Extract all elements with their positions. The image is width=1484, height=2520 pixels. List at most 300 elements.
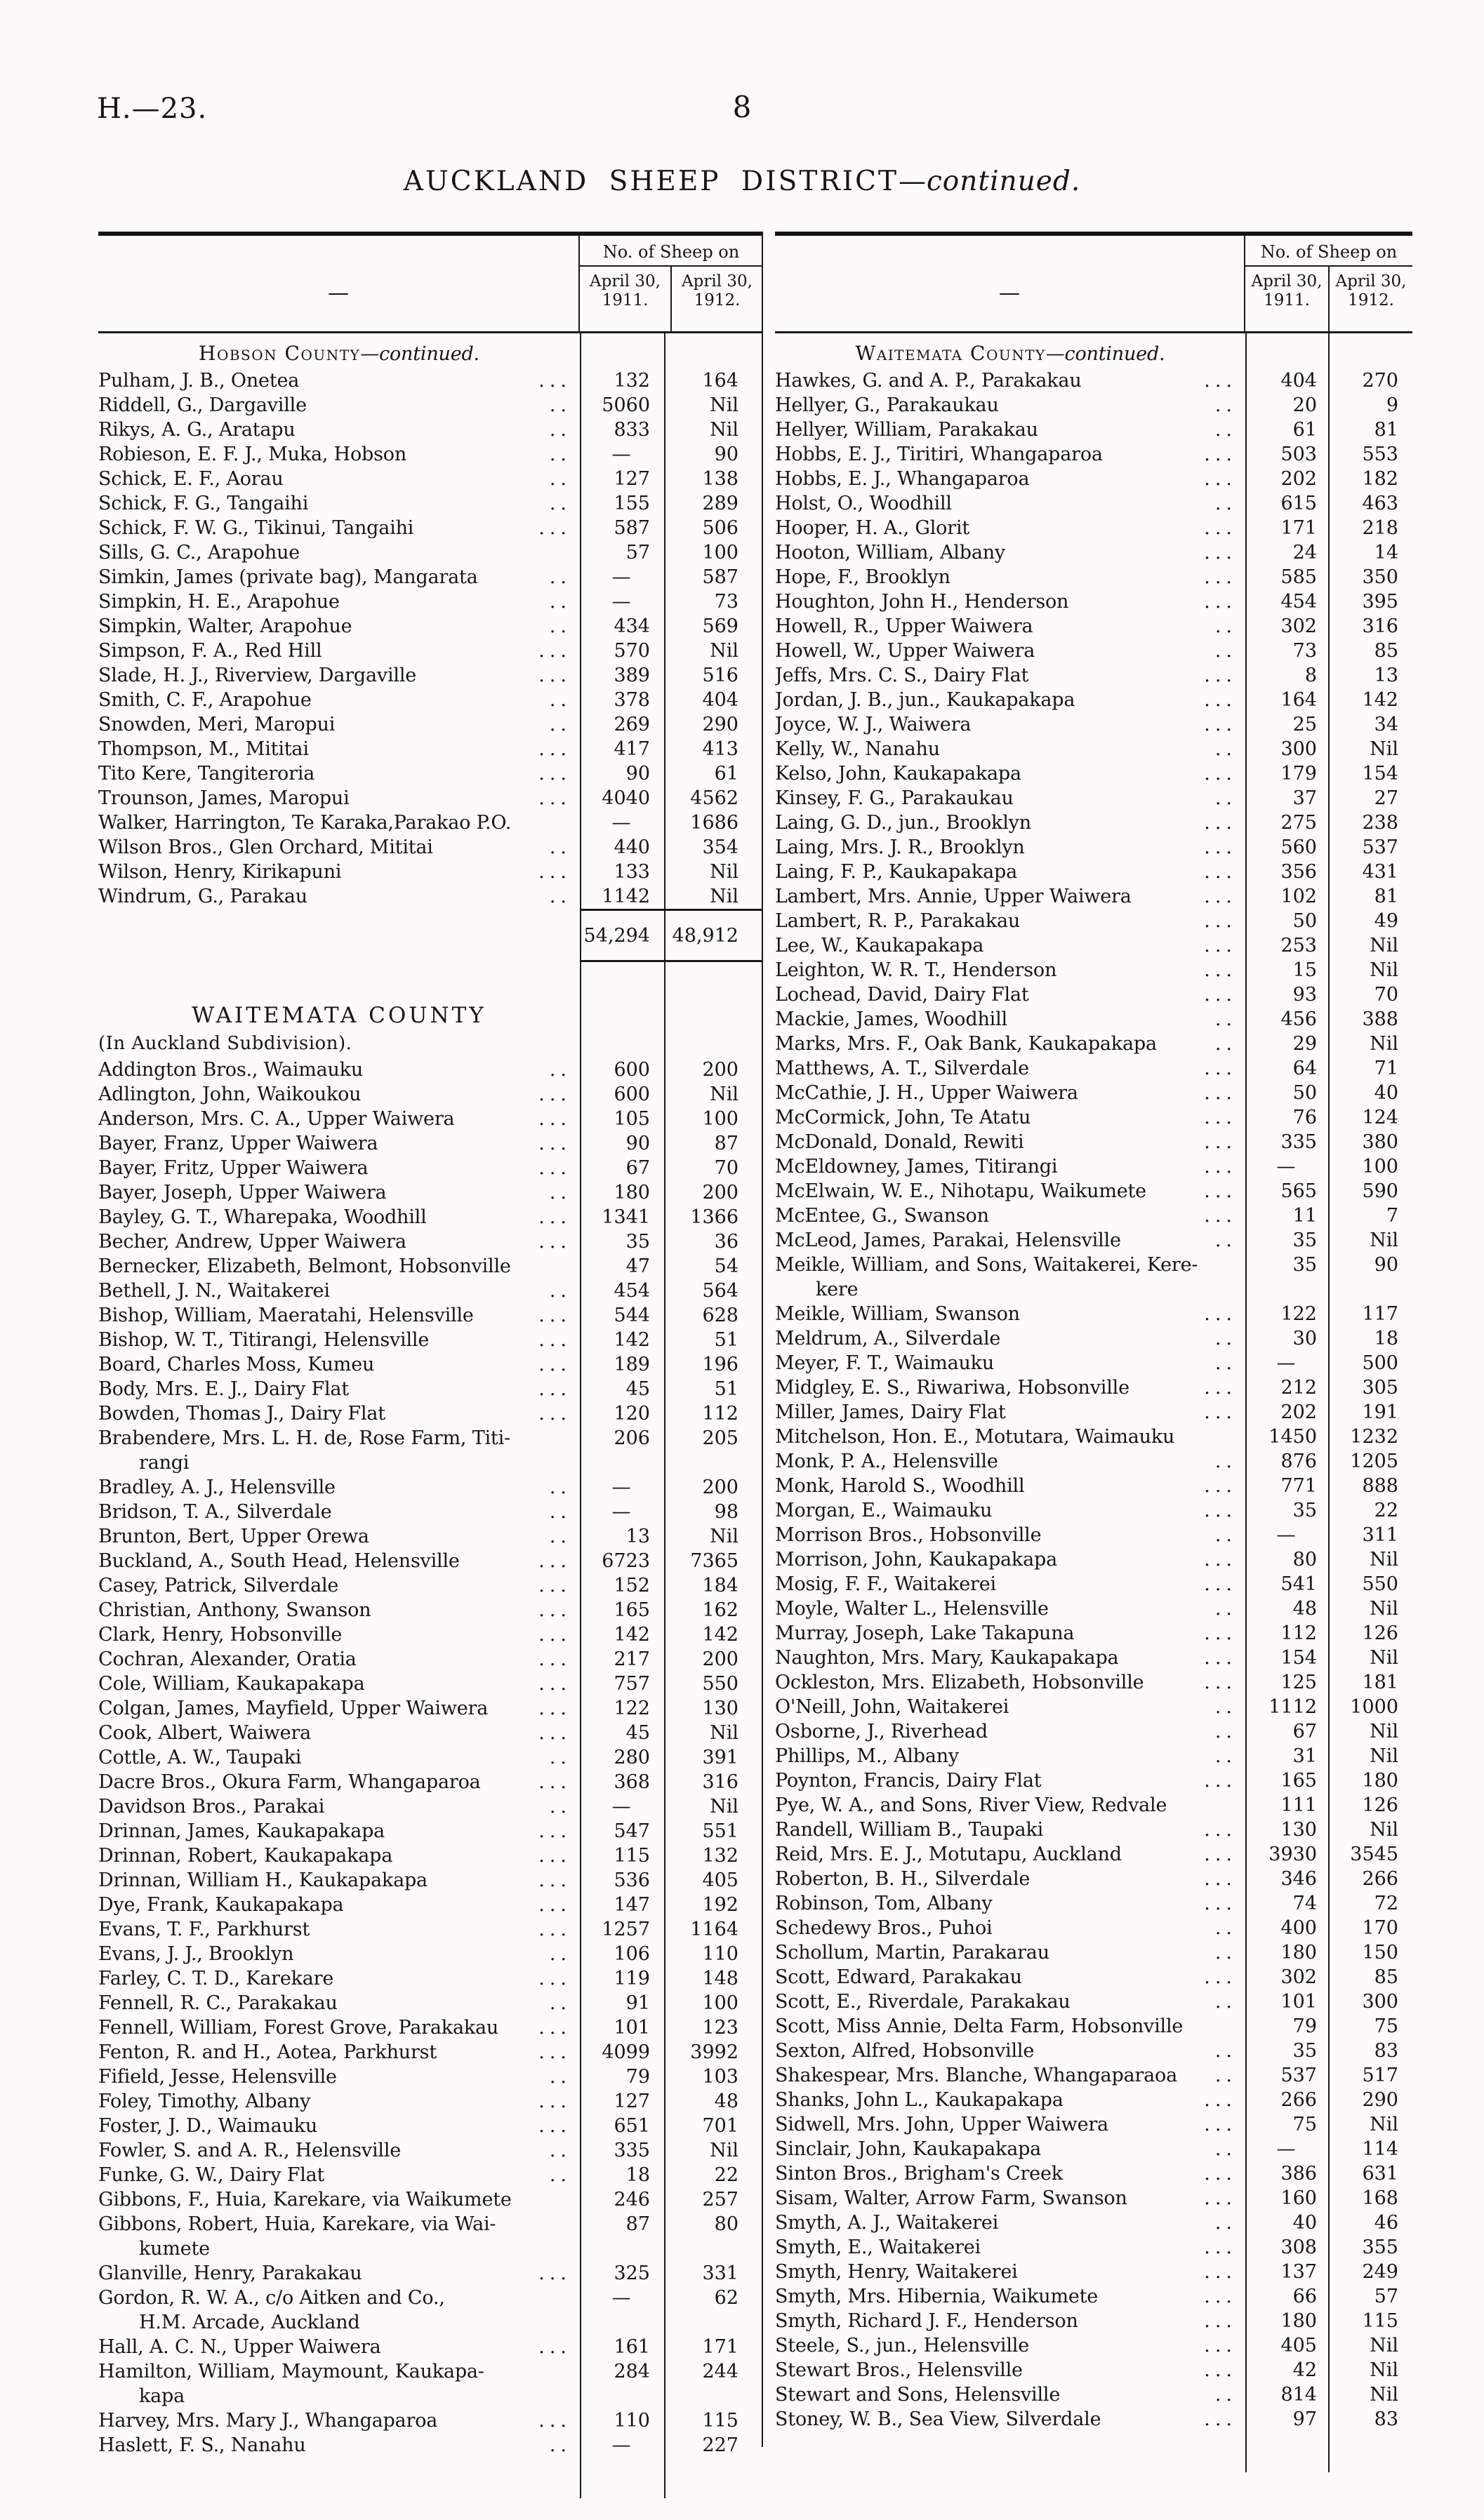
sheep-1912-value: 192 [664,1893,762,1917]
sheep-1911-value: 50 [1245,1081,1328,1105]
owner-name: Bridson, T. A., Silverdale [98,1501,332,1523]
table-row [775,1621,1412,1646]
owner-name-line [775,2407,1245,2432]
sheep-columns-header [578,236,762,331]
owner-name: McDonald, Donald, Rewiti [775,1131,1024,1153]
sheep-1911-value: — [580,811,664,835]
owner-name-line [775,1375,1245,1400]
owner-name-cell [98,565,580,589]
owner-name-cell [98,1107,580,1131]
sheep-1911-value: 132 [580,368,664,393]
table-row [775,2112,1412,2137]
leader-dots: ... [538,640,571,662]
sheep-1911-value: 161 [580,2335,664,2359]
sheep-1912-value: 395 [1328,589,1412,614]
table-row [98,688,762,712]
sheep-1911-value: 1112 [1245,1695,1328,1719]
sheep-1912-value: 551 [664,1819,762,1844]
sheep-1911-value: 111 [1245,1793,1328,1818]
table-row [775,1891,1412,1916]
sheep-1911-value: 93 [1245,982,1328,1007]
owner-name-line [775,958,1245,982]
owner-name-cell [775,663,1245,688]
owner-name-cell [775,1523,1245,1547]
sheep-1911-value: 90 [580,1131,664,1156]
sheep-1911-value: 269 [580,712,664,737]
sheep-1912-value: 331 [664,2261,762,2286]
leader-dots: .. [549,2434,571,2456]
table-row [775,442,1412,467]
sheep-1912-value: 1366 [664,1205,762,1229]
owner-name-line [775,2039,1245,2063]
leader-dots: .. [549,714,571,735]
owner-name: Morrison, John, Kaukapakapa [775,1549,1057,1571]
owner-name: Riddell, G., Dargaville [98,394,307,416]
table-row [775,565,1412,589]
owner-name: Drinnan, William H., Kaukapakapa [98,1869,428,1891]
owner-name: Bayer, Fritz, Upper Waiwera [98,1157,369,1179]
sheep-1912-value: 9 [1328,393,1412,418]
sheep-1912-value: 205 [664,1426,762,1475]
sheep-1912-value: 27 [1328,786,1412,811]
sheep-1911-value: 25 [1245,712,1328,737]
sheep-1912-value: 355 [1328,2235,1412,2260]
owner-name: Simpkin, H. E., Arapohue [98,591,340,613]
table-row [98,1672,762,1696]
table-row [98,761,762,786]
table-row [775,2333,1412,2358]
owner-name: Poynton, Francis, Dairy Flat [775,1770,1042,1792]
sheep-1911-value: 61 [1245,418,1328,442]
leader-dots: ... [538,763,571,785]
table-row [775,1768,1412,1793]
owner-name-line [98,761,580,786]
sheep-1911-value: 47 [580,1254,664,1279]
date-headers [1245,267,1412,331]
owner-name: Phillips, M., Albany [775,1745,959,1767]
owner-name-cell [98,639,580,663]
owner-name-cell [775,467,1245,491]
table-row [775,368,1412,393]
owner-name-line [98,393,580,418]
owner-name-cell [98,2286,580,2335]
owner-name-line [775,982,1245,1007]
table-row [98,2335,762,2359]
owner-name-cell [98,2015,580,2040]
table-row [775,467,1412,491]
owner-name-line [98,2163,580,2187]
owner-name: Mackie, James, Woodhill [775,1008,1007,1030]
table-row [98,442,762,467]
sheep-1911-value: 600 [580,1058,664,1082]
owner-name-cell [98,2138,580,2163]
sheep-1912-value: Nil [1328,1719,1412,1744]
sheep-1912-value: 123 [664,2015,762,2040]
year-label: 1911. [1264,291,1310,309]
leader-dots: .. [549,886,571,907]
leader-dots: ... [1204,1377,1237,1399]
leader-dots: ... [538,665,571,686]
table-row [775,761,1412,786]
owner-name-cell [775,1670,1245,1695]
table-row [98,1770,762,1794]
owner-name-line [775,1498,1245,1523]
leader-dots: .. [549,1992,571,2014]
owner-name-cell [775,1596,1245,1621]
sheep-1912-value: 550 [1328,1572,1412,1596]
empty-1912-cell [664,2458,762,2498]
empty-1911-cell [580,2458,664,2498]
sheep-1911-value: 133 [580,860,664,884]
sheep-1911-value: 404 [1245,368,1328,393]
sheep-1911-value: 66 [1245,2284,1328,2309]
total-1911-value: 54,294 [580,909,664,962]
owner-name: Clark, Henry, Hobsonville [98,1624,343,1646]
owner-name-cell [775,393,1245,418]
sheep-1912-value: Nil [1328,2358,1412,2382]
owner-name-cell [775,2088,1245,2112]
owner-name: Walker, Harrington, Te Karaka,Parakao P.O. [98,812,512,834]
sheep-1911-value: — [580,442,664,467]
table-row [98,418,762,442]
sheep-1911-value: 206 [580,1426,664,1475]
sheep-1912-value: 71 [1328,1056,1412,1081]
owner-name: Smyth, Richard J. F., Henderson [775,2310,1078,2332]
right-table-body [775,333,1412,2472]
sheep-1912-value: 300 [1328,1989,1412,2014]
sheep-1911-value: 164 [1245,688,1328,712]
sheep-1911-value: 440 [580,835,664,860]
owner-name-cell [98,491,580,516]
owner-name: Simkin, James (private bag), Mangarata [98,566,478,588]
sheep-1911-value: 405 [1245,2333,1328,2358]
leader-dots: ... [538,1673,571,1695]
owner-name: Dacre Bros., Okura Farm, Whangaparoa [98,1771,481,1793]
table-row [98,1131,762,1156]
owner-name: Smith, C. F., Arapohue [98,689,312,711]
leader-dots: .. [1214,1229,1237,1251]
leader-dots: ... [538,1354,571,1375]
county-heading-text [98,333,580,368]
owner-name: Bethell, J. N., Waitakerei [98,1280,330,1302]
owner-name-cell [775,442,1245,467]
leader-dots: .. [549,468,571,490]
owner-name-cell [775,786,1245,811]
owner-name: Pulham, J. B., Onetea [98,370,300,392]
owner-name-line [98,1524,580,1549]
owner-name: Brabendere, Mrs. L. H. de, Rose Farm, Titi- [98,1427,510,1449]
empty-1912-cell [1328,2432,1412,2472]
owner-name: Reid, Mrs. E. J., Motutapu, Auckland [775,1844,1122,1865]
owner-name: McEntee, G., Swanson [775,1205,989,1227]
leader-dots: .. [1214,1524,1237,1546]
sheep-1911-value: 13 [580,1524,664,1549]
owner-name: Kinsey, F. G., Parakaukau [775,787,1014,809]
owner-name-cell [98,1598,580,1622]
owner-name: Colgan, James, Mayfield, Upper Waiwera [98,1698,489,1719]
owner-name: McCathie, J. H., Upper Waiwera [775,1082,1078,1104]
owner-name-line [775,1916,1245,1940]
owner-name-cell [98,712,580,737]
sheep-1911-value: 202 [1245,1400,1328,1425]
empty-1911-cell [580,1029,664,1058]
owner-name-cell [775,2333,1245,2358]
owner-name: Matthews, A. T., Silverdale [775,1058,1029,1079]
owner-name-line [775,2211,1245,2235]
table-row [775,2039,1412,2063]
owner-name-cell [98,2089,580,2114]
owner-name-line [775,2284,1245,2309]
owner-name-line [775,1719,1245,1744]
owner-name-cell [98,2040,580,2065]
county-heading [98,994,762,1029]
owner-name: Meikle, William, Swanson [775,1303,1020,1325]
leader-dots: ... [1204,444,1237,465]
sheep-1912-value: 164 [664,368,762,393]
owner-name-line [98,540,580,565]
owner-name: Glanville, Henry, Parakakau [98,2262,362,2284]
owner-name: Simpson, F. A., Red Hill [98,640,322,662]
owner-name: Hooton, William, Albany [775,542,1005,564]
owner-name-cell [775,1989,1245,2014]
owner-name-line [775,1228,1245,1253]
sheep-1912-value: 7 [1328,1204,1412,1228]
owner-name-cell [775,1228,1245,1253]
table-row [98,1819,762,1844]
table-row [98,1991,762,2015]
sheep-1911-value: 76 [1245,1105,1328,1130]
table-row [775,2235,1412,2260]
sheep-1911-value: — [1245,2137,1328,2161]
sheep-1911-value: 160 [1245,2186,1328,2211]
owner-name-wrap-line: kere [816,1279,859,1300]
owner-name: Cook, Albert, Waiwera [98,1722,312,1744]
owner-name: Anderson, Mrs. C. A., Upper Waiwera [98,1108,455,1130]
owner-name: Stewart Bros., Helensville [775,2359,1023,2381]
table-row [98,1549,762,1573]
table-row [98,663,762,688]
leader-dots: ... [1204,836,1237,858]
owner-name-line [98,1696,580,1721]
owner-name-line [775,1818,1245,1842]
table-row [775,835,1412,860]
date-line: April 30, [1251,272,1323,291]
sheep-1911-value: 180 [1245,1940,1328,1965]
owner-name-cell [98,516,580,540]
sheep-1912-value: 83 [1328,2039,1412,2063]
owner-name-line [775,663,1245,688]
sheep-1912-value: 289 [664,491,762,516]
sheep-1911-value: 417 [580,737,664,761]
sheep-1912-value: Nil [664,393,762,418]
owner-name-cell [775,589,1245,614]
owner-name: Gordon, R. W. A., c/o Aitken and Co., [98,2287,445,2309]
sheep-1912-value: 100 [664,1991,762,2015]
owner-name-line [775,1670,1245,1695]
leader-dots: .. [549,394,571,416]
owner-name-line [775,811,1245,835]
sheep-1911-value: 165 [580,1598,664,1622]
table-row [775,1818,1412,1842]
sheep-1912-value: 36 [664,1229,762,1254]
sheep-1912-value: 391 [664,1745,762,1770]
sheep-1911-value: 165 [1245,1768,1328,1793]
leader-dots: ... [1204,1131,1237,1153]
owner-name-line [98,2187,580,2212]
table-row [775,884,1412,909]
leader-dots: ... [1204,1622,1237,1644]
owner-name-line [98,688,580,712]
leader-dots: ... [1204,1475,1237,1497]
sheep-1911-value: 137 [1245,2260,1328,2284]
sheep-1911-value: 6723 [580,1549,664,1573]
owner-name: Adlington, John, Waikoukou [98,1084,362,1105]
sheep-1911-value: 152 [580,1573,664,1598]
owner-name: Sinton Bros., Brigham's Creek [775,2163,1063,2185]
sheep-1912-value: 168 [1328,2186,1412,2211]
sheep-1911-value: 75 [1245,2112,1328,2137]
sheep-group-label: No. of Sheep on [580,236,762,267]
owner-name-line [775,1007,1245,1032]
sheep-1911-value: 4040 [580,786,664,811]
sheep-1911-value: 544 [580,1303,664,1328]
sheep-1912-value: 51 [664,1377,762,1401]
sheep-1911-value: — [1245,1154,1328,1179]
owner-name: Morgan, E., Waimauku [775,1500,993,1521]
leader-dots: ... [538,1624,571,1646]
sheep-1912-value: 124 [1328,1105,1412,1130]
owner-name-cell [98,860,580,884]
sheep-1911-value: 302 [1245,1965,1328,1989]
leader-dots: ... [538,787,571,809]
owner-name: Tito Kere, Tangiteroria [98,763,315,785]
table-row [775,2284,1412,2309]
owner-name-cell [98,1745,580,1770]
leader-dots: ... [1204,1672,1237,1693]
owner-name: Holst, O., Woodhill [775,493,952,514]
sheep-1911-value: 1257 [580,1917,664,1942]
sheep-1912-value: 87 [664,1131,762,1156]
sheep-1911-value: — [1245,1351,1328,1375]
owner-name-cell [775,1253,1245,1302]
table-row [98,1475,762,1500]
owner-name-line [98,1107,580,1131]
name-column-header: — [328,280,349,305]
sheep-1911-value: 335 [1245,1130,1328,1154]
sheep-1912-value: 13 [1328,663,1412,688]
owner-name-line [98,2212,580,2236]
date-header-1911 [1245,267,1328,331]
leader-dots: ... [538,1771,571,1793]
owner-name: Pye, W. A., and Sons, River View, Redvale [775,1794,1167,1816]
owner-name: Schedewy Bros., Puhoi [775,1917,993,1939]
sheep-1912-value: 200 [664,1180,762,1205]
sheep-1912-value: 631 [1328,2161,1412,2186]
owner-name-line [98,1229,580,1254]
leader-dots: ... [538,2017,571,2039]
sheep-1911-value: 127 [580,467,664,491]
sheep-1911-value: 42 [1245,2358,1328,2382]
sheep-1912-value: Nil [664,1721,762,1745]
owner-name-line [98,1622,580,1647]
owner-name: Kelso, John, Kaukapakapa [775,763,1021,785]
owner-name-cell [775,1449,1245,1474]
owner-name-line [98,2089,580,2114]
table-row [775,1916,1412,1940]
sheep-1911-value: 560 [1245,835,1328,860]
owner-name-line [98,516,580,540]
sheep-1912-value: 380 [1328,1130,1412,1154]
owner-name-cell [98,1254,580,1279]
sheep-1912-value: 1164 [664,1917,762,1942]
sheep-1911-value: 120 [580,1401,664,1426]
owner-name: Gibbons, F., Huia, Karekare, via Waikumete [98,2189,512,2211]
owner-name-cell [98,2359,580,2408]
table-row [775,491,1412,516]
owner-name-cell [775,1498,1245,1523]
sheep-1912-value: 81 [1328,884,1412,909]
leader-dots: .. [1214,1008,1237,1030]
county-subheading [98,1029,762,1058]
table-row [98,1696,762,1721]
sheep-1911-value: 275 [1245,811,1328,835]
sheep-1911-value: — [1245,1523,1328,1547]
sheep-1912-value: Nil [1328,1032,1412,1056]
owner-name: Osborne, J., Riverhead [775,1721,988,1742]
table-row [775,1646,1412,1670]
sheep-1912-value: 218 [1328,516,1412,540]
table-row [775,2407,1412,2432]
owner-name-line [98,1819,580,1844]
sheep-1911-value: 536 [580,1868,664,1893]
sheep-1911-value: 91 [580,1991,664,2015]
sheep-1912-value: 316 [1328,614,1412,639]
owner-name: Hall, A. C. N., Upper Waiwera [98,2336,381,2358]
owner-name: O'Neill, John, Waitakerei [775,1696,1009,1718]
owner-name-line [775,368,1245,393]
owner-name-line [775,1302,1245,1326]
owner-name: Fennell, William, Forest Grove, Parakakau [98,2017,499,2039]
right-table-header [775,232,1412,333]
left-table-header [98,232,762,333]
table-row [98,1401,762,1426]
owner-name-line [98,1156,580,1180]
owner-name: Foley, Timothy, Albany [98,2091,311,2112]
sheep-1912-value: 249 [1328,2260,1412,2284]
sheep-1912-value: 154 [1328,761,1412,786]
owner-name: Schick, F. W. G., Tikinui, Tangaihi [98,517,414,539]
date-line: April 30, [682,272,753,291]
owner-name-line [775,2309,1245,2333]
sheep-1912-value: Nil [1328,1596,1412,1621]
owner-name: Bradley, A. J., Helensville [98,1476,336,1498]
sheep-1911-value: — [580,1794,664,1819]
owner-name-line [775,1326,1245,1351]
table-row [775,1326,1412,1351]
table-row [775,1695,1412,1719]
owner-name: Foster, J. D., Waimauku [98,2115,318,2137]
owner-name-line [98,811,580,835]
county-name: Hobson County [199,342,361,365]
leader-dots: ... [538,2410,571,2432]
sheep-1912-value: 171 [664,2335,762,2359]
owner-name-line [98,860,580,884]
owner-name-cell [775,712,1245,737]
table-row [775,933,1412,958]
owner-name: Hellyer, G., Parakaukau [775,394,999,416]
sheep-1911-value: 147 [580,1893,664,1917]
sheep-1912-value: 114 [1328,2137,1412,2161]
